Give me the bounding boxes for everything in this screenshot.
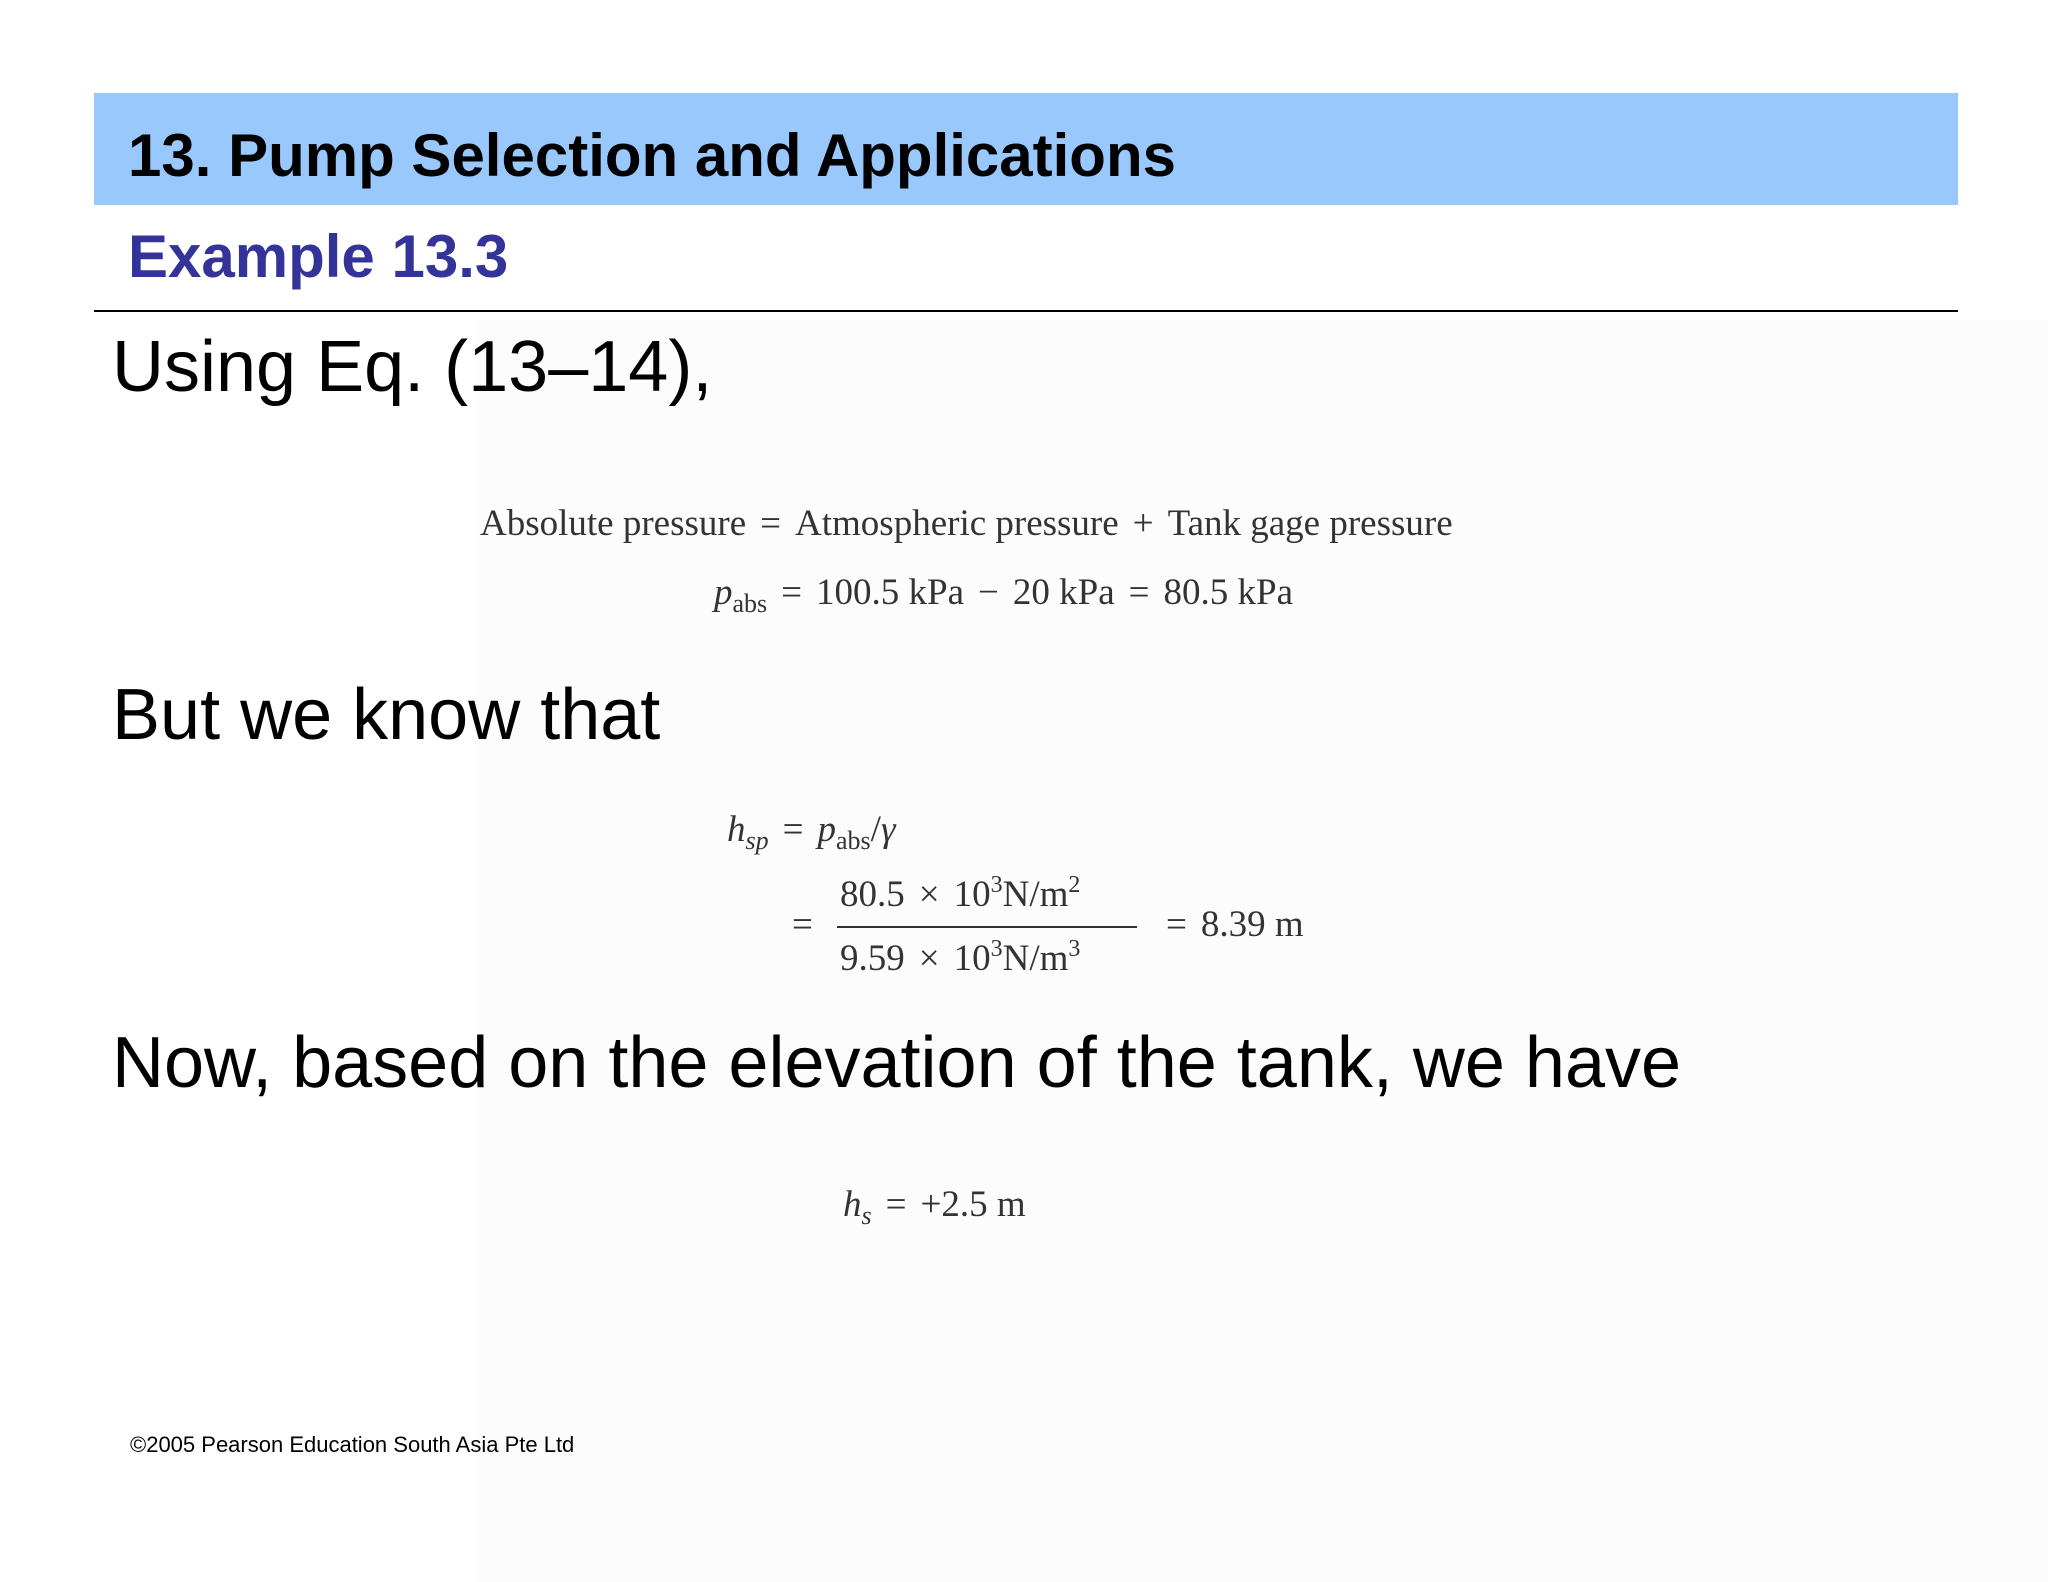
copyright-notice: ©2005 Pearson Education South Asia Pte Ltd <box>130 1432 575 1457</box>
eq3-h-sub: sp <box>745 826 769 855</box>
fraction-numerator <box>840 872 1080 916</box>
eq4-den-exp: 3 <box>990 936 1003 962</box>
eq4-den-unit-exp: 3 <box>1068 936 1081 962</box>
equation-hsp <box>727 808 896 856</box>
eq4-equals2: = <box>1166 904 1187 945</box>
eq4-equals: = <box>792 904 813 945</box>
eq4-num-exp: 3 <box>990 872 1003 898</box>
slide-title: 13. Pump Selection and Applications <box>128 122 1176 189</box>
eq5-h-sub: s <box>861 1201 872 1230</box>
eq1-term2: Tank gage pressure <box>1167 503 1453 544</box>
body-line-elevation: Now, based on the elevation of the tank, we have <box>112 1023 1682 1103</box>
eq1-plus: + <box>1132 503 1154 544</box>
eq2-minus: − <box>978 572 999 613</box>
eq4-num-unit-exp: 2 <box>1068 872 1081 898</box>
eq2-v2: 20 kPa <box>1012 572 1115 613</box>
eq2-result: 80.5 kPa <box>1163 572 1294 613</box>
eq4-den-times: × <box>918 938 940 979</box>
eq3-p-sub: abs <box>836 826 871 855</box>
eq4-num-unit: N/m <box>1002 874 1069 915</box>
eq3-h: h <box>727 809 746 850</box>
eq2-v1: 100.5 kPa <box>816 572 965 613</box>
eq4-den-unit: N/m <box>1002 938 1069 979</box>
equation-hs <box>843 1183 1026 1231</box>
eq5-equals: = <box>885 1184 907 1225</box>
eq2-p: p <box>714 572 733 613</box>
body-line-using-eq: Using Eq. (13–14), <box>112 327 713 407</box>
divider-rule <box>94 310 1958 312</box>
equation-p-abs <box>714 571 1293 619</box>
eq3-slash: / <box>870 809 881 850</box>
eq4-num-times: × <box>918 874 940 915</box>
eq4-result: 8.39 m <box>1200 904 1304 945</box>
eq4-den-b: 10 <box>953 938 991 979</box>
eq4-result-group <box>1152 903 1304 946</box>
eq3-p: p <box>817 809 836 850</box>
fraction-denominator <box>840 936 1080 980</box>
eq4-num-a: 80.5 <box>840 874 905 915</box>
eq4-den-a: 9.59 <box>840 938 905 979</box>
equation-absolute-pressure <box>480 502 1453 545</box>
example-subtitle: Example 13.3 <box>128 223 509 290</box>
header-bar <box>94 93 1958 205</box>
eq1-term1: Atmospheric pressure <box>795 503 1119 544</box>
eq2-equals2: = <box>1128 572 1150 613</box>
eq5-h: h <box>843 1184 862 1225</box>
eq3-gamma: γ <box>880 809 896 850</box>
eq2-equals: = <box>781 572 803 613</box>
eq3-equals: = <box>782 809 804 850</box>
eq2-p-sub: abs <box>732 589 768 618</box>
fraction-bar <box>837 926 1137 928</box>
eq4-num-b: 10 <box>953 874 991 915</box>
eq1-equals: = <box>760 503 782 544</box>
eq5-value: +2.5 m <box>920 1184 1026 1225</box>
eq1-lhs: Absolute pressure <box>480 503 747 544</box>
body-line-we-know: But we know that <box>112 675 661 755</box>
